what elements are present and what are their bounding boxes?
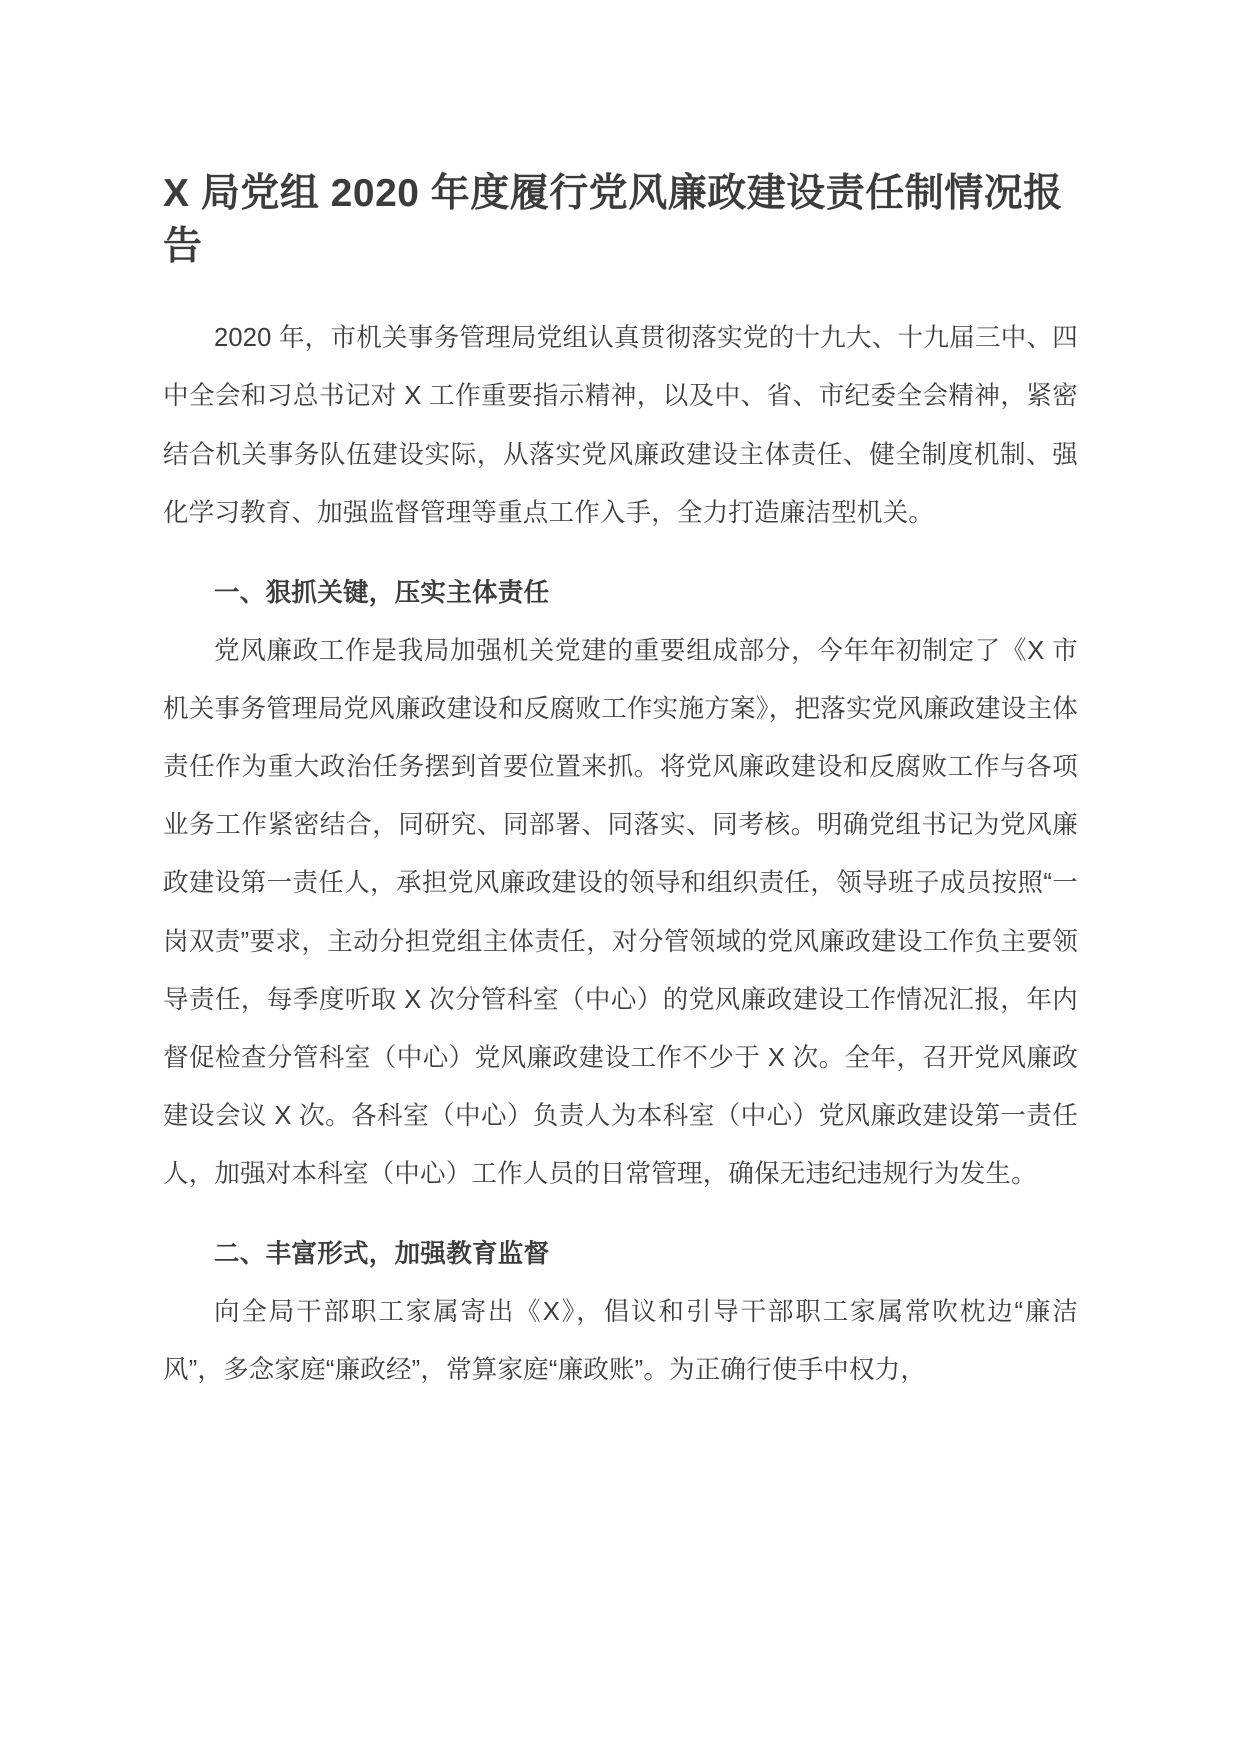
lead-paragraph: 2020 年，市机关事务管理局党组认真贯彻落实党的十九大、十九届三中、四中全会和习总书记对 X 工作重要指示精神，以及中、省、市纪委全会精神，紧密结合机关事务队伍建设实际，从落实党风廉政建设主体责任、健全制度机制、强化学习教育、加强监督管理等重点工作入手，全力打造廉洁型机关。 <box>163 324 1078 527</box>
section-heading-1: 一、狠抓关键，压实主体责任 <box>214 578 550 607</box>
document-content <box>163 0 1078 1400</box>
section-1-paragraph-1: 党风廉政工作是我局加强机关党建的重要组成部分，今年年初制定了《X 市机关事务管理局党风廉政建设和反腐败工作实施方案》，把落实党风廉政建设主体责任作为重大政治任务摆到首要位置来抓。将党风廉政建设和反腐败工作与各项业务工作紧密结合，同研究、同部署、同落实、同考核。明确党组书记为党风廉政建设第一责任人，承担党风廉政建设的领导和组织责任，领导班子成员按照“一岗双责”要求，主动分担党组主体责任，对分管领域的党风廉政建设工作负主要领导责任，每季度听取 X 次分管科室（中心）的党风廉政建设工作情况汇报，年内督促检查分管科室（中心）党风廉政建设工作不少于 X 次。全年，召开党风廉政建设会议 X 次。各科室（中心）负责人为本科室（中心）党风廉政建设第一责任人，加强对本科室（中心）工作人员的日常管理，确保无违纪违规行为发生。 <box>163 636 1078 1189</box>
section-2-paragraph-1: 向全局干部职工家属寄出《X》，倡议和引导干部职工家属常吹枕边“廉洁风”，多念家庭“廉政经”，常算家庭“廉政账”。为正确行使手中权力， <box>163 1298 1078 1385</box>
section-heading-2: 二、丰富形式，加强教育监督 <box>214 1240 550 1269</box>
page-title: X 局党组 2020 年度履行党风廉政建设责任制情况报告 <box>163 172 1063 268</box>
